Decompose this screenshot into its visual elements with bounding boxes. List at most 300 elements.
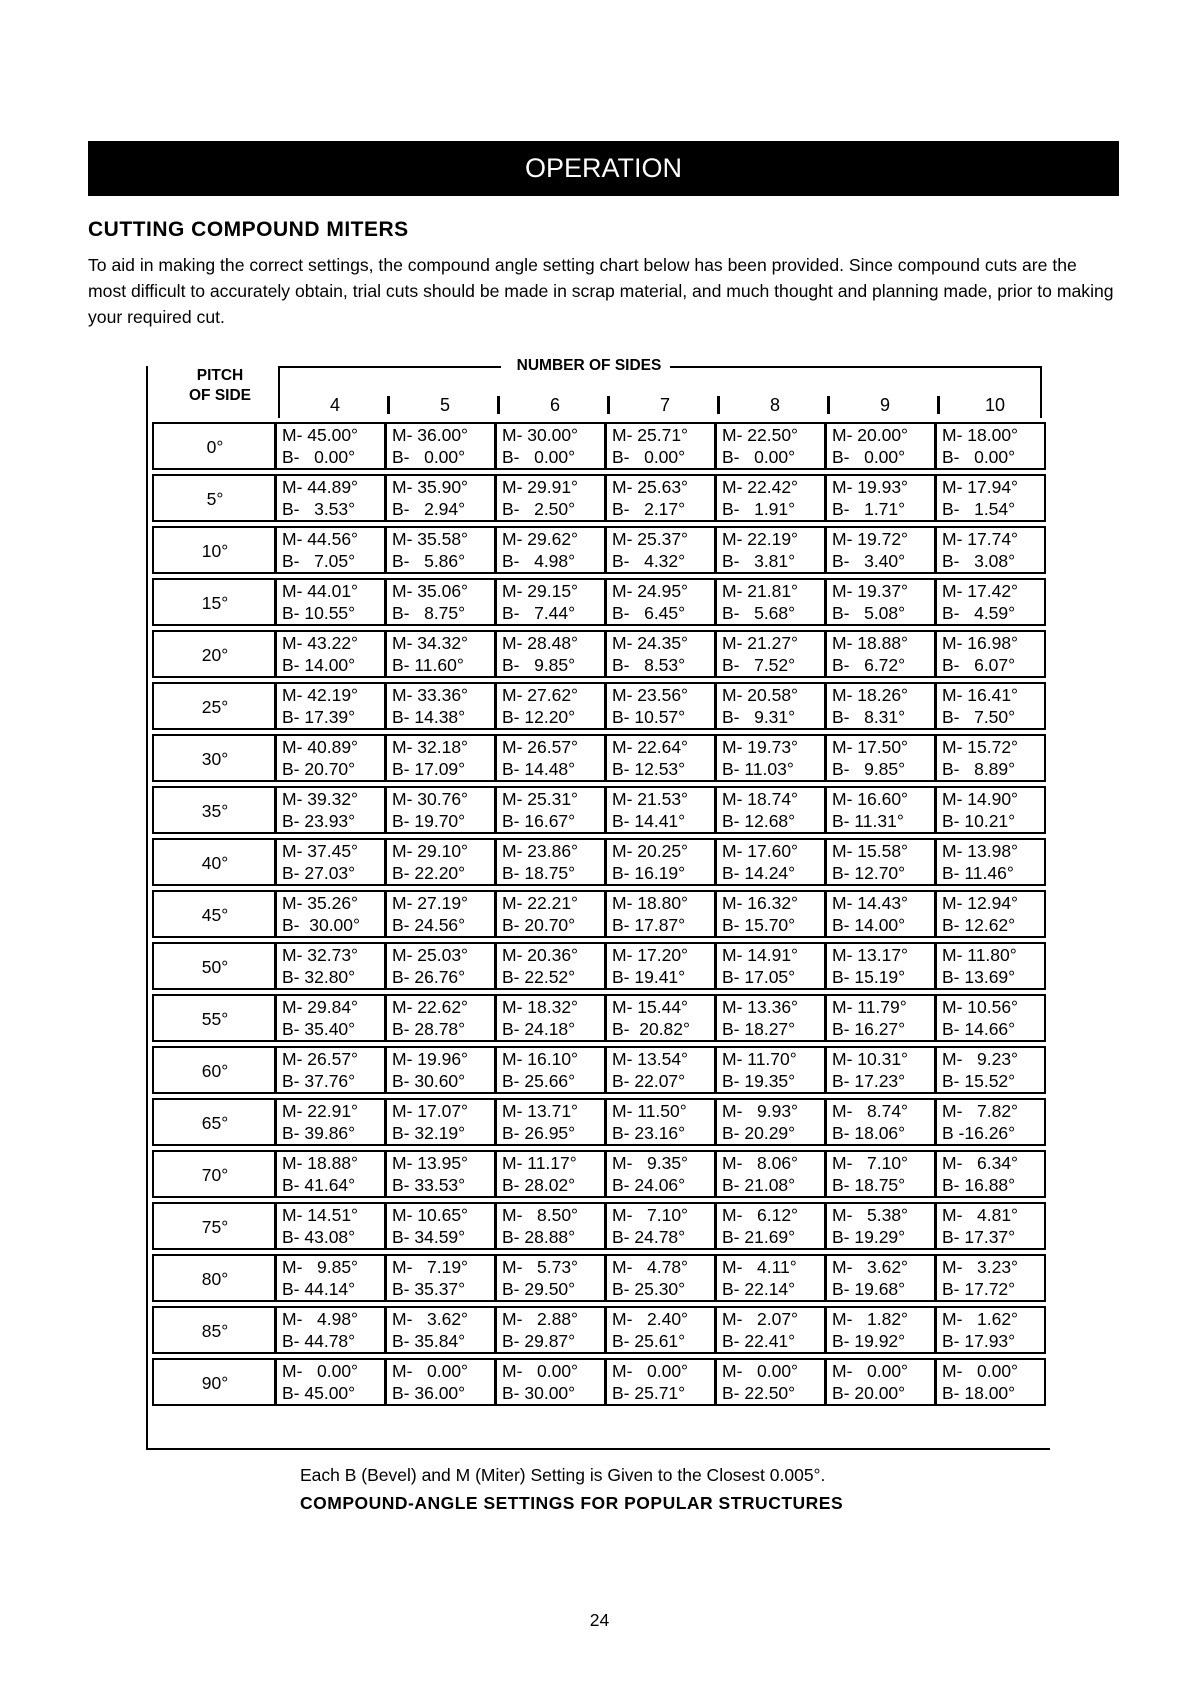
bevel-value: B- 37.76° — [282, 1071, 356, 1091]
pitch-cell: 5° — [152, 474, 276, 522]
bevel-value: B- 15.19° — [832, 967, 906, 987]
miter-value: M- 22.19° — [722, 529, 799, 549]
miter-value: M- 6.12° — [722, 1205, 799, 1225]
miter-value: M- 10.31° — [832, 1049, 909, 1069]
bevel-value: B- 12.68° — [722, 811, 796, 831]
miter-value: M- 4.98° — [282, 1309, 359, 1329]
bevel-value: B- 28.78° — [392, 1019, 466, 1039]
setting-cell — [714, 994, 826, 1042]
bevel-value: B- 28.02° — [502, 1175, 576, 1195]
setting-cell — [274, 630, 386, 678]
bevel-value: B- 24.18° — [502, 1019, 576, 1039]
bevel-value: B- 21.08° — [722, 1175, 796, 1195]
miter-value: M- 4.81° — [942, 1205, 1019, 1225]
bevel-value: B- 29.50° — [502, 1279, 576, 1299]
bevel-value: B- 12.70° — [832, 863, 906, 883]
miter-value: M- 13.71° — [502, 1101, 579, 1121]
bevel-value: B- 7.44° — [502, 603, 576, 623]
setting-cell — [934, 838, 1046, 886]
miter-value: M- 1.62° — [942, 1309, 1019, 1329]
bevel-value: B- 5.08° — [832, 603, 906, 623]
miter-value: M- 0.00° — [722, 1361, 799, 1381]
miter-value: M- 34.32° — [392, 633, 469, 653]
miter-value: M- 32.18° — [392, 737, 469, 757]
bevel-value: B- 16.27° — [832, 1019, 906, 1039]
table-row — [152, 1202, 1050, 1250]
table-row — [152, 942, 1050, 990]
pitch-cell: 30° — [152, 734, 276, 782]
bevel-value: B- 6.72° — [832, 655, 906, 675]
pitch-column-header — [168, 366, 272, 406]
setting-cell — [494, 474, 606, 522]
bevel-value: B- 17.39° — [282, 707, 356, 727]
table-row — [152, 578, 1050, 626]
setting-cell — [604, 838, 716, 886]
bevel-value: B- 6.45° — [612, 603, 686, 623]
miter-value: M- 4.11° — [722, 1257, 797, 1277]
miter-value: M- 17.60° — [722, 841, 799, 861]
miter-value: M- 30.00° — [502, 425, 579, 445]
setting-cell — [934, 526, 1046, 574]
table-row — [152, 526, 1050, 574]
setting-cell — [494, 786, 606, 834]
setting-cell — [274, 1254, 386, 1302]
miter-value: M- 5.73° — [502, 1257, 579, 1277]
setting-cell — [604, 474, 716, 522]
bevel-value: B- 21.69° — [722, 1227, 796, 1247]
miter-value: M- 3.23° — [942, 1257, 1019, 1277]
bevel-value: B- 36.00° — [392, 1383, 466, 1403]
miter-value: M- 3.62° — [832, 1257, 909, 1277]
bevel-value: B- 23.16° — [612, 1123, 686, 1143]
bevel-value: B- 33.53° — [392, 1175, 466, 1195]
pitch-cell: 35° — [152, 786, 276, 834]
miter-value: M- 25.63° — [612, 477, 689, 497]
setting-cell — [274, 1306, 386, 1354]
bevel-value: B- 0.00° — [942, 447, 1016, 467]
bevel-value: B- 14.24° — [722, 863, 796, 883]
miter-value: M- 3.62° — [392, 1309, 469, 1329]
miter-value: M- 11.70° — [722, 1049, 797, 1069]
setting-cell — [714, 1254, 826, 1302]
miter-value: M- 7.10° — [832, 1153, 909, 1173]
setting-cell — [714, 1046, 826, 1094]
miter-value: M- 35.26° — [282, 893, 359, 913]
section-title: CUTTING COMPOUND MITERS — [88, 218, 409, 241]
miter-value: M- 17.42° — [942, 581, 1019, 601]
miter-value: M- 42.19° — [282, 685, 359, 705]
miter-value: M- 13.54° — [612, 1049, 689, 1069]
miter-value: M- 13.98° — [942, 841, 1019, 861]
table-row — [152, 786, 1050, 834]
miter-value: M- 17.20° — [612, 945, 689, 965]
miter-value: M- 11.17° — [502, 1153, 577, 1173]
bevel-value: B- 45.00° — [282, 1383, 356, 1403]
miter-value: M- 44.56° — [282, 529, 359, 549]
bevel-value: B- 19.29° — [832, 1227, 906, 1247]
bevel-value: B- 9.31° — [722, 707, 796, 727]
miter-value: M- 9.35° — [612, 1153, 689, 1173]
miter-value: M- 16.32° — [722, 893, 799, 913]
bevel-value: B- 10.21° — [942, 811, 1016, 831]
bevel-value: B- 5.86° — [392, 551, 466, 571]
miter-value: M- 35.58° — [392, 529, 469, 549]
setting-cell — [604, 526, 716, 574]
setting-cell — [824, 422, 936, 470]
bevel-value: B- 25.71° — [612, 1383, 686, 1403]
bevel-value: B- 0.00° — [612, 447, 686, 467]
miter-value: M- 17.07° — [392, 1101, 469, 1121]
bevel-value: B- 3.40° — [832, 551, 906, 571]
sides-header-cell: 8 — [769, 395, 780, 415]
setting-cell — [274, 422, 386, 470]
setting-cell — [494, 1202, 606, 1250]
bevel-value: B- 11.31° — [832, 811, 904, 831]
setting-cell — [494, 1150, 606, 1198]
pitch-cell: 90° — [152, 1358, 276, 1406]
section-banner: OPERATION — [88, 141, 1119, 196]
miter-value: M- 19.73° — [722, 737, 799, 757]
setting-cell — [384, 786, 496, 834]
table-row — [152, 890, 1050, 938]
bevel-value: B- 13.69° — [942, 967, 1016, 987]
setting-cell — [494, 734, 606, 782]
bevel-value: B- 14.48° — [502, 759, 576, 779]
bevel-value: B- 3.81° — [722, 551, 796, 571]
setting-cell — [274, 1202, 386, 1250]
setting-cell — [934, 786, 1046, 834]
miter-value: M- 11.50° — [612, 1101, 687, 1121]
setting-cell — [824, 1358, 936, 1406]
bevel-value: B- 29.87° — [502, 1331, 576, 1351]
miter-value: M- 0.00° — [392, 1361, 469, 1381]
setting-cell — [934, 474, 1046, 522]
setting-cell — [714, 1358, 826, 1406]
miter-value: M- 29.91° — [502, 477, 579, 497]
setting-cell — [274, 734, 386, 782]
bevel-value: B- 18.75° — [502, 863, 576, 883]
miter-value: M- 22.91° — [282, 1101, 359, 1121]
setting-cell — [274, 682, 386, 730]
table-row — [152, 422, 1050, 470]
miter-value: M- 22.62° — [392, 997, 469, 1017]
bevel-value: B- 8.75° — [392, 603, 466, 623]
bevel-value: B- 4.98° — [502, 551, 576, 571]
bevel-value: B- 16.67° — [502, 811, 576, 831]
sides-header-cell: 9 — [879, 395, 890, 415]
setting-cell — [604, 578, 716, 626]
bevel-value: B- 10.57° — [612, 707, 686, 727]
bevel-value: B- 12.62° — [942, 915, 1016, 935]
miter-value: M- 32.73° — [282, 945, 359, 965]
miter-value: M- 0.00° — [502, 1361, 579, 1381]
bevel-value: B- 17.05° — [722, 967, 796, 987]
miter-value: M- 0.00° — [612, 1361, 689, 1381]
bevel-value: B- 20.82° — [612, 1019, 691, 1039]
miter-value: M- 25.71° — [612, 425, 689, 445]
pitch-cell: 15° — [152, 578, 276, 626]
setting-cell — [934, 1150, 1046, 1198]
bevel-value: B- 17.72° — [942, 1279, 1016, 1299]
miter-value: M- 7.19° — [392, 1257, 469, 1277]
setting-cell — [714, 1202, 826, 1250]
setting-cell — [274, 1358, 386, 1406]
pitch-cell: 75° — [152, 1202, 276, 1250]
setting-cell — [604, 1254, 716, 1302]
setting-cell — [274, 838, 386, 886]
miter-value: M- 22.64° — [612, 737, 689, 757]
setting-cell — [604, 942, 716, 990]
miter-value: M- 14.91° — [722, 945, 799, 965]
miter-value: M- 10.65° — [392, 1205, 469, 1225]
bevel-value: B- 14.00° — [282, 655, 356, 675]
setting-cell — [824, 1202, 936, 1250]
table-footnote: Each B (Bevel) and M (Miter) Setting is Given to the Closest 0.005°. — [300, 1465, 826, 1485]
miter-value: M- 6.34° — [942, 1153, 1019, 1173]
setting-cell — [934, 1098, 1046, 1146]
miter-value: M- 19.72° — [832, 529, 909, 549]
pitch-cell: 50° — [152, 942, 276, 990]
setting-cell — [714, 1150, 826, 1198]
setting-cell — [384, 1098, 496, 1146]
table-row — [152, 1098, 1050, 1146]
miter-value: M- 1.82° — [832, 1309, 909, 1329]
setting-cell — [604, 1046, 716, 1094]
pitch-cell: 0° — [152, 422, 276, 470]
header-divider — [937, 396, 940, 414]
miter-value: M- 9.93° — [722, 1101, 799, 1121]
bevel-value: B- 17.93° — [942, 1331, 1016, 1351]
setting-cell — [384, 1202, 496, 1250]
bevel-value: B- 17.23° — [832, 1071, 906, 1091]
setting-cell — [714, 890, 826, 938]
setting-cell — [274, 578, 386, 626]
miter-value: M- 18.32° — [502, 997, 579, 1017]
pitch-cell: 40° — [152, 838, 276, 886]
miter-value: M- 27.62° — [502, 685, 579, 705]
sides-header-cell: 6 — [549, 395, 560, 415]
setting-cell — [824, 682, 936, 730]
table-row — [152, 682, 1050, 730]
bevel-value: B- 2.50° — [502, 499, 576, 519]
bevel-value: B- 3.08° — [942, 551, 1016, 571]
setting-cell — [824, 474, 936, 522]
bevel-value: B- 7.05° — [282, 551, 356, 571]
bevel-value: B- 16.19° — [612, 863, 686, 883]
bevel-value: B- 22.52° — [502, 967, 576, 987]
miter-value: M- 13.95° — [392, 1153, 469, 1173]
miter-value: M- 16.98° — [942, 633, 1019, 653]
pitch-cell: 20° — [152, 630, 276, 678]
miter-value: M- 44.89° — [282, 477, 359, 497]
table-caption: COMPOUND-ANGLE SETTINGS FOR POPULAR STRUCTURES — [300, 1493, 844, 1513]
miter-value: M- 29.62° — [502, 529, 579, 549]
miter-value: M- 19.37° — [832, 581, 909, 601]
bevel-value: B- 0.00° — [392, 447, 466, 467]
setting-cell — [494, 1358, 606, 1406]
setting-cell — [274, 526, 386, 574]
setting-cell — [604, 1150, 716, 1198]
bevel-value: B- 11.03° — [722, 759, 794, 779]
bevel-value: B- 19.35° — [722, 1071, 796, 1091]
bevel-value: B- 7.52° — [722, 655, 796, 675]
setting-cell — [934, 994, 1046, 1042]
miter-value: M- 23.86° — [502, 841, 579, 861]
setting-cell — [824, 786, 936, 834]
setting-cell — [384, 1046, 496, 1094]
bevel-value: B- 19.70° — [392, 811, 466, 831]
setting-cell — [714, 942, 826, 990]
setting-cell — [714, 786, 826, 834]
miter-value: M- 14.51° — [282, 1205, 359, 1225]
bevel-value: B- 7.50° — [942, 707, 1016, 727]
setting-cell — [824, 578, 936, 626]
miter-value: M- 18.80° — [612, 893, 689, 913]
setting-cell — [604, 1358, 716, 1406]
setting-cell — [934, 422, 1046, 470]
bevel-value: B- 10.55° — [282, 603, 356, 623]
miter-value: M- 18.00° — [942, 425, 1019, 445]
miter-value: M- 13.17° — [832, 945, 909, 965]
setting-cell — [274, 474, 386, 522]
setting-cell — [494, 890, 606, 938]
miter-value: M- 29.15° — [502, 581, 579, 601]
setting-cell — [604, 994, 716, 1042]
setting-cell — [384, 578, 496, 626]
setting-cell — [494, 526, 606, 574]
miter-value: M- 14.90° — [942, 789, 1019, 809]
miter-value: M- 22.42° — [722, 477, 799, 497]
setting-cell — [714, 682, 826, 730]
setting-cell — [494, 682, 606, 730]
bevel-value: B- 24.06° — [612, 1175, 686, 1195]
sides-header-cell: 5 — [439, 395, 450, 415]
setting-cell — [824, 1254, 936, 1302]
table-left-rule — [146, 366, 148, 1450]
miter-value: M- 18.26° — [832, 685, 909, 705]
table-row — [152, 474, 1050, 522]
bevel-value: B- 22.14° — [722, 1279, 796, 1299]
setting-cell — [824, 526, 936, 574]
miter-value: M- 2.40° — [612, 1309, 689, 1329]
table-row — [152, 630, 1050, 678]
table-row — [152, 994, 1050, 1042]
table-row — [152, 734, 1050, 782]
bevel-value: B- 35.40° — [282, 1019, 356, 1039]
miter-value: M- 8.06° — [722, 1153, 799, 1173]
setting-cell — [384, 1358, 496, 1406]
table-row — [152, 1046, 1050, 1094]
bevel-value: B- 25.66° — [502, 1071, 576, 1091]
setting-cell — [494, 1254, 606, 1302]
miter-value: M- 7.82° — [942, 1101, 1019, 1121]
bevel-value: B- 8.89° — [942, 759, 1016, 779]
setting-cell — [714, 474, 826, 522]
bevel-value: B- 32.19° — [392, 1123, 466, 1143]
table-row — [152, 1358, 1050, 1406]
table-row — [152, 1150, 1050, 1198]
bevel-value: B- 1.54° — [942, 499, 1016, 519]
setting-cell — [824, 942, 936, 990]
pitch-cell: 65° — [152, 1098, 276, 1146]
header-divider — [607, 396, 610, 414]
miter-value: M- 19.96° — [392, 1049, 469, 1069]
setting-cell — [494, 942, 606, 990]
table-row — [152, 1306, 1050, 1354]
miter-value: M- 5.38° — [832, 1205, 909, 1225]
setting-cell — [714, 422, 826, 470]
miter-value: M- 29.84° — [282, 997, 359, 1017]
setting-cell — [274, 1046, 386, 1094]
setting-cell — [274, 786, 386, 834]
bevel-value: B- 0.00° — [282, 447, 356, 467]
setting-cell — [274, 1150, 386, 1198]
pitch-cell: 25° — [152, 682, 276, 730]
sides-header-row — [278, 366, 1042, 418]
pitch-cell: 70° — [152, 1150, 276, 1198]
bevel-value: B- 5.68° — [722, 603, 796, 623]
bevel-value: B- 43.08° — [282, 1227, 356, 1247]
bevel-value: B- 41.64° — [282, 1175, 356, 1195]
setting-cell — [494, 1046, 606, 1094]
bevel-value: B- 15.52° — [942, 1071, 1016, 1091]
sides-group-label: NUMBER OF SIDES — [516, 357, 662, 374]
bevel-value: B- 25.61° — [612, 1331, 686, 1351]
header-divider — [387, 396, 390, 414]
miter-value: M- 15.44° — [612, 997, 689, 1017]
setting-cell — [604, 786, 716, 834]
bevel-value: B- 14.66° — [942, 1019, 1016, 1039]
miter-value: M- 15.58° — [832, 841, 909, 861]
bevel-value: B- 4.59° — [942, 603, 1016, 623]
setting-cell — [824, 838, 936, 886]
setting-cell — [384, 838, 496, 886]
setting-cell — [934, 578, 1046, 626]
bevel-value: B- 1.71° — [832, 499, 906, 519]
bevel-value: B- 18.75° — [832, 1175, 906, 1195]
setting-cell — [384, 526, 496, 574]
bevel-value: B- 24.56° — [392, 915, 466, 935]
bevel-value: B- 14.00° — [832, 915, 906, 935]
bevel-value: B- 0.00° — [832, 447, 906, 467]
setting-cell — [494, 578, 606, 626]
setting-cell — [934, 1254, 1046, 1302]
bevel-value: B- 17.09° — [392, 759, 466, 779]
setting-cell — [604, 1306, 716, 1354]
bevel-value: B- 6.07° — [942, 655, 1016, 675]
bevel-value: B- 8.53° — [612, 655, 686, 675]
bevel-value: B- 17.37° — [942, 1227, 1016, 1247]
bevel-value: B- 11.60° — [392, 655, 464, 675]
bevel-value: B- 20.00° — [832, 1383, 906, 1403]
bevel-value: B- 34.59° — [392, 1227, 466, 1247]
pitch-cell: 60° — [152, 1046, 276, 1094]
bevel-value: B- 19.92° — [832, 1331, 906, 1351]
bevel-value: B -16.26° — [942, 1123, 1016, 1143]
miter-value: M- 0.00° — [832, 1361, 909, 1381]
miter-value: M- 11.80° — [942, 945, 1017, 965]
bevel-value: B- 30.00° — [502, 1383, 576, 1403]
miter-value: M- 13.36° — [722, 997, 799, 1017]
miter-value: M- 0.00° — [282, 1361, 359, 1381]
setting-cell — [714, 734, 826, 782]
setting-cell — [714, 630, 826, 678]
miter-value: M- 17.50° — [832, 737, 909, 757]
bevel-value: B- 22.07° — [612, 1071, 686, 1091]
setting-cell — [384, 1306, 496, 1354]
miter-value: M- 22.21° — [502, 893, 579, 913]
setting-cell — [384, 1254, 496, 1302]
